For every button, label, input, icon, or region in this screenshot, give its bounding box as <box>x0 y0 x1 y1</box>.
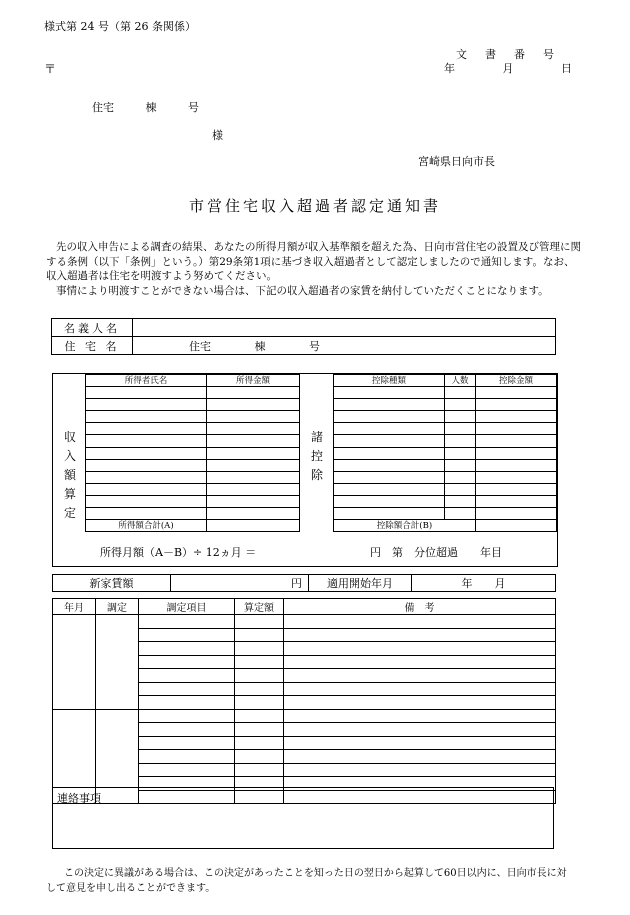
monthly-income-result: 円 第 分位超過 年目 <box>370 546 502 559</box>
notice-paragraph-2: 事情により明渡すことができない場合は、下記の収入超過者の家賃を納付していただくことになります。 <box>56 284 549 297</box>
cell[interactable] <box>284 709 556 723</box>
notes-label: 連絡事項 <box>57 792 101 805</box>
col-count: 人数 <box>445 375 476 387</box>
appeal-notice: この決定に異議がある場合は、この決定があったことを知った日の翌日から起算して60日以内に、日向市長に対して意見を申し出ることができます。 <box>46 868 567 894</box>
cell[interactable] <box>284 615 556 629</box>
vlabel-char: 除 <box>310 468 323 482</box>
cell[interactable] <box>445 483 476 495</box>
cell[interactable] <box>445 508 476 520</box>
vlabel-char: 収 <box>63 430 76 444</box>
cell[interactable] <box>235 750 284 764</box>
cell[interactable] <box>235 642 284 656</box>
start-field[interactable]: 年 月 <box>412 575 556 592</box>
cell[interactable] <box>86 435 207 447</box>
yen-unit: 円 <box>291 577 302 590</box>
cell[interactable] <box>284 628 556 642</box>
cell[interactable] <box>476 447 557 459</box>
cell[interactable] <box>284 750 556 764</box>
cell[interactable] <box>235 709 284 723</box>
cell[interactable] <box>334 435 445 447</box>
cell[interactable] <box>445 435 476 447</box>
notice-body <box>46 240 582 298</box>
income-calc-box <box>52 373 558 567</box>
cell[interactable] <box>445 495 476 507</box>
cell[interactable] <box>139 682 235 696</box>
cell[interactable] <box>476 520 557 532</box>
cell[interactable] <box>235 736 284 750</box>
cell[interactable] <box>284 642 556 656</box>
cell[interactable] <box>445 387 476 399</box>
cell[interactable] <box>445 423 476 435</box>
cell[interactable] <box>235 763 284 777</box>
cell[interactable] <box>207 495 300 507</box>
cell[interactable] <box>86 411 207 423</box>
cell[interactable] <box>86 495 207 507</box>
cell[interactable] <box>86 459 207 471</box>
cell[interactable] <box>284 655 556 669</box>
vlabel-char: 額 <box>63 468 76 482</box>
name-label: 名義人名 <box>52 319 133 337</box>
cell[interactable] <box>284 696 556 710</box>
cell[interactable] <box>476 387 557 399</box>
cell[interactable] <box>445 411 476 423</box>
col-adjust-item: 調定項目 <box>139 599 235 615</box>
col-remarks: 備 考 <box>284 599 556 615</box>
cell[interactable] <box>476 435 557 447</box>
honorific: 様 <box>212 129 223 142</box>
issuer: 宮崎県日向市長 <box>418 155 495 168</box>
jutaku-field[interactable] <box>133 337 556 355</box>
form-number: 様式第 24 号（第 26 条関係） <box>44 20 196 33</box>
cell[interactable] <box>284 763 556 777</box>
cell[interactable] <box>207 423 300 435</box>
deduction-total-label: 控除額合計(B) <box>334 520 476 532</box>
cell[interactable] <box>86 399 207 411</box>
new-rent-table <box>52 574 556 592</box>
page-title: 市営住宅収入超過者認定通知書 <box>188 197 441 215</box>
date-year: 年 <box>444 62 455 75</box>
jutaku-value-to: 棟 <box>254 339 266 353</box>
jutaku-value-go: 号 <box>309 339 320 353</box>
income-table <box>85 374 300 532</box>
vlabel-char: 控 <box>310 449 323 463</box>
address-to: 棟 <box>145 101 157 114</box>
deduction-table <box>333 374 557 532</box>
cell[interactable] <box>207 520 300 532</box>
cell[interactable] <box>235 628 284 642</box>
cell[interactable] <box>207 471 300 483</box>
cell[interactable] <box>207 447 300 459</box>
cell[interactable] <box>207 483 300 495</box>
jutaku-label: 住 宅 名 <box>52 337 133 355</box>
tenant-table <box>51 318 556 355</box>
cell[interactable] <box>86 447 207 459</box>
cell[interactable] <box>86 483 207 495</box>
cell[interactable] <box>334 471 445 483</box>
cell[interactable] <box>207 508 300 520</box>
cell[interactable] <box>334 387 445 399</box>
cell[interactable] <box>86 508 207 520</box>
col-year-month: 年月 <box>53 599 96 615</box>
monthly-income-formula: 所得月額（A－B）÷ 12ヵ月 ＝ <box>100 546 257 559</box>
col-deduction-amount: 控除金額 <box>476 375 557 387</box>
col-adjust: 調定 <box>96 599 139 615</box>
address-go: 号 <box>188 101 199 114</box>
cell[interactable] <box>207 411 300 423</box>
adjustment-table <box>52 598 556 804</box>
cell[interactable] <box>476 423 557 435</box>
income-total-label: 所得額合計(A) <box>86 520 207 532</box>
vlabel-char: 諸 <box>310 430 323 444</box>
cell[interactable] <box>207 387 300 399</box>
cell[interactable] <box>139 669 235 683</box>
cell[interactable] <box>207 399 300 411</box>
cell[interactable] <box>334 411 445 423</box>
cell[interactable] <box>139 709 235 723</box>
issue-date <box>444 60 572 76</box>
cell[interactable] <box>53 615 96 710</box>
cell[interactable] <box>334 423 445 435</box>
cell[interactable] <box>235 669 284 683</box>
cell[interactable] <box>476 483 557 495</box>
cell[interactable] <box>235 723 284 737</box>
notes-box[interactable] <box>52 787 554 849</box>
recipient-address <box>92 99 227 115</box>
name-field[interactable] <box>133 319 556 337</box>
col-deduction-type: 控除種類 <box>334 375 445 387</box>
cell[interactable] <box>334 483 445 495</box>
new-rent-field[interactable] <box>171 575 309 592</box>
cell[interactable] <box>284 669 556 683</box>
address-jutaku: 住宅 <box>92 101 114 114</box>
notice-paragraph-1: 先の収入申告による調査の結果、あなたの所得月額が収入基準額を超えた為、日向市営住宅の設置及び管理に関する条例（以下「条例」という。）第29条第1項に基づき収入超過者として認定しましたので通知します。なお、収入超過者は住宅を明渡すよう努めてください。 <box>46 241 581 282</box>
cell[interactable] <box>139 655 235 669</box>
cell[interactable] <box>139 696 235 710</box>
postal-mark: 〒 <box>44 62 57 76</box>
cell[interactable] <box>476 459 557 471</box>
cell[interactable] <box>86 471 207 483</box>
cell[interactable] <box>284 736 556 750</box>
vlabel-char: 入 <box>63 449 76 463</box>
cell[interactable] <box>207 435 300 447</box>
col-income-amount: 所得金額 <box>207 375 300 387</box>
cell[interactable] <box>284 723 556 737</box>
cell[interactable] <box>139 642 235 656</box>
cell[interactable] <box>96 615 139 710</box>
cell[interactable] <box>86 387 207 399</box>
cell[interactable] <box>139 736 235 750</box>
cell[interactable] <box>334 508 445 520</box>
vlabel-char: 定 <box>63 506 76 520</box>
cell[interactable] <box>476 495 557 507</box>
cell[interactable] <box>476 471 557 483</box>
cell[interactable] <box>476 399 557 411</box>
jutaku-value-jutaku: 住宅 <box>189 339 211 353</box>
cell[interactable] <box>207 459 300 471</box>
cell[interactable] <box>334 459 445 471</box>
cell[interactable] <box>235 655 284 669</box>
cell[interactable] <box>445 399 476 411</box>
cell[interactable] <box>445 459 476 471</box>
cell[interactable] <box>445 471 476 483</box>
cell[interactable] <box>139 750 235 764</box>
col-earner-name: 所得者氏名 <box>86 375 207 387</box>
cell[interactable] <box>139 615 235 629</box>
cell[interactable] <box>235 615 284 629</box>
date-day: 日 <box>561 62 572 75</box>
cell[interactable] <box>139 628 235 642</box>
cell[interactable] <box>445 447 476 459</box>
cell[interactable] <box>86 423 207 435</box>
cell[interactable] <box>334 495 445 507</box>
cell[interactable] <box>284 682 556 696</box>
cell[interactable] <box>235 682 284 696</box>
new-rent-label: 新家賃額 <box>53 575 171 592</box>
income-vertical-label <box>63 428 77 523</box>
cell[interactable] <box>139 763 235 777</box>
cell[interactable] <box>334 399 445 411</box>
col-amount: 算定額 <box>235 599 284 615</box>
cell[interactable] <box>334 447 445 459</box>
cell[interactable] <box>476 508 557 520</box>
cell[interactable] <box>235 696 284 710</box>
deduction-vertical-label <box>310 428 324 485</box>
doc-number-label: 文書番号 <box>456 48 572 61</box>
cell[interactable] <box>476 411 557 423</box>
start-label: 適用開始年月 <box>309 575 412 592</box>
date-month: 月 <box>502 62 514 75</box>
vlabel-char: 算 <box>63 487 76 501</box>
cell[interactable] <box>139 723 235 737</box>
